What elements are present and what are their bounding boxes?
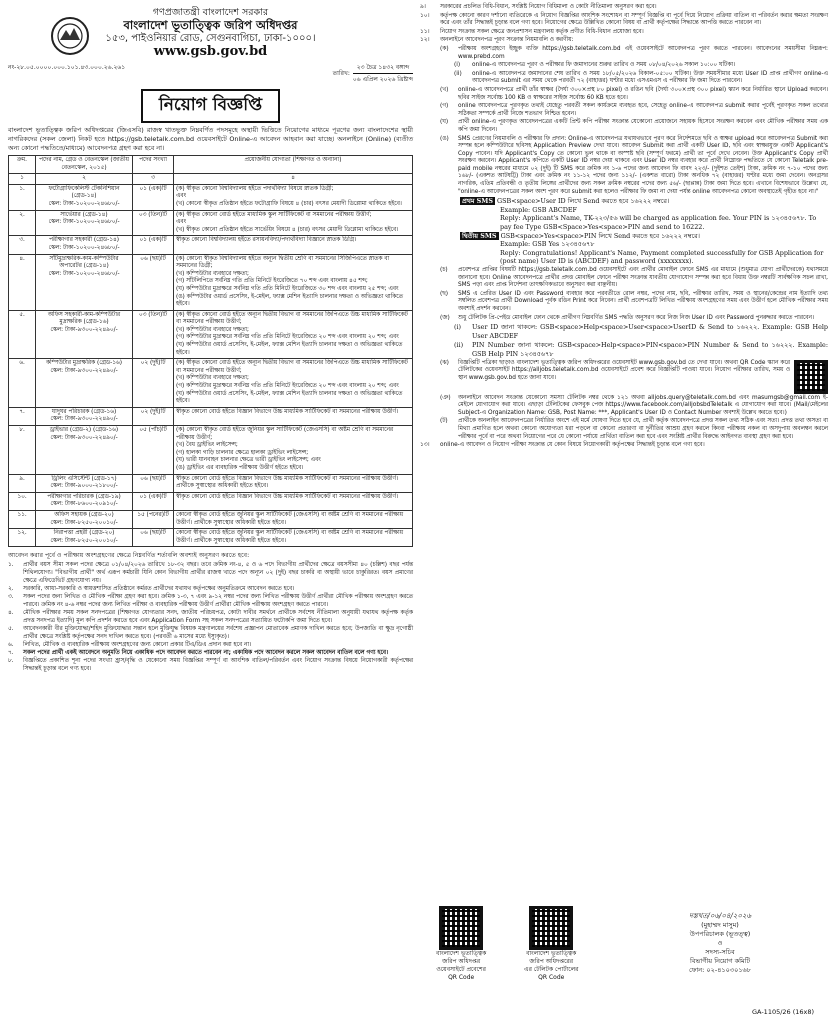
- row-count: ০৬ (ছয়)টি: [133, 254, 174, 310]
- item-label: (চ): [440, 267, 448, 273]
- signature-block: [660, 912, 780, 975]
- requirement-line: স্বীকৃত কোনো বোর্ড হইতে বিজ্ঞান বিভাগে উচ্চ মাধ্যমিক সার্টিফিকেট বা সমমানের পরীক্ষায় উত্তীর্ণ। প্রার্থীকে সুস্বাস্থ্যের অধিকারী হইতে হইবে।: [176, 475, 399, 490]
- rule-item: [8, 594, 413, 609]
- qr-gsb-website: [436, 906, 486, 982]
- requirement-line: (গ) কম্পিউটার মুদ্রাক্ষরে সর্বনিম্ন গতি প্রতি মিনিটে ইংরেজিতে ২০ শব্দ এবং বাংলায় ২০ শব্দ; এবং: [176, 334, 399, 341]
- requirement-line: এবং: [176, 193, 187, 200]
- rule-number: ১১।: [420, 28, 430, 35]
- rule-text: সকল পদের জন্য লিখিত ও মৌখিক পরীক্ষা গ্রহণ করা হবে। ক্রমিক ১-৩, ৭ এবং ৯-১২ নম্বর পদের জন্য লিখিত পরীক্ষায় উত্তীর্ণ প্রার্থীরা মৌখিক পরীক্ষায় অংশগ্রহণ করতে পারবে। ক্রমিক নং ৪-৬ নম্বর পদের জন্য লিখিত পরীক্ষা ও ব্যবহারিক পরীক্ষায় উত্তীর্ণ প্রার্থীরা মৌখিক পরীক্ষায় অংশগ্রহণ করতে পারবে।: [23, 594, 413, 608]
- second-sms-command: GSB<space>Yes<space>PIN লিখে Send করতে হবে ১৬২২২ নম্বরে।: [500, 231, 700, 240]
- row-post: [36, 474, 133, 492]
- requirement-line: (ক) স্বীকৃত কোনো বিশ্ববিদ্যালয় হইতে পদার্থবিদ্যা বিষয়ে স্নাতক ডিগ্রী;: [176, 185, 334, 192]
- col-header-count: পদের সংখ্যা: [133, 156, 174, 174]
- table-row: [9, 254, 413, 310]
- qr-caption: জরিপ অধিদপ্তরের: [529, 958, 574, 965]
- requirement-line: (গ) সাঁটলিপিতে সর্বনিম্ন গতি প্রতি মিনিটে ইংরেজিতে ৭০ শব্দ এবং বাংলায় ৪৫ শব্দ;: [176, 278, 368, 285]
- rule-number: ৯।: [420, 4, 426, 10]
- table-row: [9, 474, 413, 492]
- item-label: (ii): [454, 70, 462, 77]
- post-scale: স্কেল: টাকা-৮৬০০-২০৯১০/-: [50, 501, 118, 508]
- first-sms-reply: Reply: Applicant's Name, TK-২২৩/৫৬ will be charged as application fee. Your PIN is ১২৩৪৫৬৭৮. To pay fee Type GSB<Space>Yes<space>PIN and send to 16222.: [500, 214, 817, 232]
- signature-scribble: দস্তখত/০৬/০৪/২০২৬: [688, 912, 752, 920]
- row-requirements: [174, 529, 413, 547]
- second-sms-tag: দ্বিতীয় SMS: [462, 231, 497, 240]
- date-bangla: ২৩ চৈত্র ১৪৩২ বঙ্গাব্দ: [353, 62, 413, 74]
- item-label: (গ): [440, 103, 449, 110]
- requirement-line: (ঙ) ড্রাইভিং এর ব্যবহারিক পরীক্ষায় উত্তীর্ণ হইতে হইবে।: [176, 464, 304, 471]
- table-row: [9, 359, 413, 408]
- post-name: সার্ভেয়ার (গ্রেড-১৪): [60, 211, 108, 218]
- qr-caption: বাংলাদেশ ভূতাত্ত্বিক: [526, 950, 577, 957]
- item-label: (i): [454, 62, 461, 69]
- requirement-line: (ক) স্বীকৃত কোনো বোর্ড হইতে অন্যূন দ্বিতীয় বিভাগ বা সমমানের জিপিএতে উচ্চ মাধ্যমিক সার্টিফিকেট বা সমমানের পরীক্ষায় উত্তীর্ণ;: [176, 360, 408, 374]
- rule-text: অনলাইনে আবেদনপত্র পূরণ সংক্রান্ত নিয়মাবলি ও করণীয়:: [440, 37, 574, 44]
- row-post: [36, 254, 133, 310]
- post-scale: স্কেল: টাকা-৯৩০০-২২৪৯০/-: [50, 416, 118, 423]
- requirement-line: (ঙ) কম্পিউটার ওয়ার্ড প্রসেসিং, ই-মেইল, ফ্যাক্স মেশিন ইত্যাদি চালনার দক্ষতা ও অভিজ্ঞতা থাকিতে হইবে।: [176, 293, 403, 308]
- col-number: ৪: [174, 174, 413, 185]
- rules-list: [8, 562, 413, 673]
- requirement-line: স্বীকৃত কোনো বিশ্ববিদ্যালয় হইতে রসায়নবিদ্যা/পদার্থবিদ্যা বিজ্ঞানে স্নাতক ডিগ্রি।: [176, 237, 357, 244]
- row-serial: ৮.: [9, 426, 36, 475]
- row-serial: ৯.: [9, 474, 36, 492]
- second-sms-example: Example: GSB Yes ১২৩৪৫৬৭৮: [500, 240, 595, 249]
- post-name: যাদুঘর পরিচারক (গ্রেড-১৬): [51, 408, 117, 415]
- rule-text: আবেদনকারী বীর মুক্তিযোদ্ধা/শহিদ মুক্তিযোদ্ধার সন্তান হলে মুক্তিযুদ্ধ বিষয়ক মন্ত্রণালয়ের সর্বশেষ প্রজ্ঞাপন মোতাবেক প্রমাণক দাখিল করতে হবে; উপজাতি বা ক্ষুদ্র নৃগোষ্ঠী প্রার্থীর ক্ষেত্রে সংশ্লিষ্ট কর্তৃপক্ষের সনদ দাখিল করতে হবে। (পরবর্তী ৬ মাসের মধ্যে ইস্যুকৃত)।: [23, 625, 413, 640]
- rule-text: বিজ্ঞপ্তিতে প্রকাশিত শূন্য পদের সংখ্যা হ্রাস/বৃদ্ধি ও যেকোনো সময় বিজ্ঞপ্তির সম্পূর্ণ বা আংশিক বাতিল/পরিবর্তন এবং নিয়োগ সংক্রান্ত বিষয়ে নিয়োগকারী কর্তৃপক্ষের সিদ্ধান্তই চূড়ান্ত বলে গণ্য হবে।: [23, 658, 413, 672]
- online-instructions: [420, 46, 828, 441]
- memo-line: [8, 62, 413, 85]
- row-count: ১৫ (পনের)টি: [133, 510, 174, 528]
- row-count: ০৬ (ছয়)টি: [133, 529, 174, 547]
- row-requirements: [174, 426, 413, 475]
- post-name: পরীক্ষাগার পরিচারক (গ্রেড-১৯): [47, 493, 121, 500]
- rule-number: ২.: [8, 585, 14, 592]
- requirement-line: (খ) বৈধ ড্রাইভিং লাইসেন্স;: [176, 442, 238, 449]
- requirement-line: (খ) কম্পিউটার ব্যবহারে দক্ষতা;: [176, 326, 249, 333]
- qr-teletalk-portal: [524, 906, 578, 982]
- rule-text: সরকারের প্রচলিত বিধি-বিধান, সংশ্লিষ্ট নিয়োগ বিধিমালা ও কোটা নীতিমালা অনুসরণ করা হবে।: [440, 4, 657, 10]
- left-column: [8, 0, 413, 674]
- post-name: পরীক্ষাগার সহকারী (গ্রেড-১৪): [48, 237, 120, 244]
- first-sms-example: Example: GSB ABCDEF: [500, 205, 577, 214]
- post-scale: স্কেল: টাকা-৯৩০০-২২৪৯০/-: [50, 326, 118, 333]
- rule-number: ১০।: [420, 12, 430, 19]
- row-count: ০৩ (তিন)টি: [133, 310, 174, 359]
- row-post: [36, 492, 133, 510]
- row-count: ০১ (এক)টি: [133, 492, 174, 510]
- instruction-ka-i: online-এ আবেদনপত্র পূরণ ও পরীক্ষার ফি জমাদানের শুরুর তারিখ ও সময় ০৮/০৪/২০২৬ সকাল ১০:০০ ঘটিকা।: [472, 62, 736, 69]
- row-post: [36, 510, 133, 528]
- item-label: (ii): [454, 341, 464, 350]
- rule-text: online-এ আবেদন ও নিয়োগ পরীক্ষা সংক্রান্ত যে কোন বিষয়ে নিয়োগকারী কর্তৃপক্ষের সিদ্ধান্তই চূড়ান্ত বলে গণ্য হবে।: [440, 442, 705, 449]
- requirement-line: (ক) স্বীকৃত কোনো বোর্ড হইতে মাধ্যমিক স্কুল সার্টিফিকেট বা সমমানের পরীক্ষায় উত্তীর্ণ;: [176, 211, 372, 218]
- post-scale: স্কেল: টাকা-১০২০০-২৪৬৮০/-: [48, 244, 120, 251]
- instruction-ja: শুধু টেলিটক প্রি-পেইড মোবাইল ফোন থেকে প্রার্থীগণ নিম্নবর্ণিত SMS পদ্ধতি অনুসরণ করে নিজ নিজ User ID এবং Password পুনরুদ্ধার করতে পারবেন।: [458, 314, 815, 321]
- table-row: [9, 492, 413, 510]
- item-label: (ঙ): [440, 135, 449, 142]
- post-scale: স্কেল: টাকা-৮২৫০-২০০১০/-: [50, 537, 118, 544]
- row-serial: ১.: [9, 184, 36, 210]
- rule-number: ৭.: [8, 650, 14, 657]
- requirement-line: (ঘ) ভারী যানবাহন চালনার ক্ষেত্রে ভারী ড্রাইভিং লাইসেন্স; এবং: [176, 457, 321, 464]
- date-english: ০৬ এপ্রিল ২০২৬ খ্রিষ্টাব্দ: [352, 76, 413, 83]
- item-label: (ট): [440, 418, 448, 425]
- table-row: [9, 529, 413, 547]
- row-serial: ৫.: [9, 310, 36, 359]
- row-serial: ২.: [9, 210, 36, 236]
- rule-text: নিয়োগ সংক্রান্ত সকল ক্ষেত্রে জনপ্রশাসন মন্ত্রণালয় কর্তৃক প্রণীত বিধি-বিধান প্রযোজ্য হবে।: [440, 28, 644, 35]
- post-name: অফিস সহায়ক (গ্রেড-২০): [54, 511, 114, 518]
- qr-code-icon: [794, 360, 828, 394]
- instruction-uma: SMS প্রেরণের নিয়মাবলি ও পরীক্ষার ফি প্রদান: Online-এ আবেদনপত্র যথাযথভাবে পূরণ করে নির্দেশমতে ছবি ও স্বাক্ষর upload করে আবেদনপত্র Submit করা সম্পন্ন হলে কম্পিউটারে ছবিসহ Application Preview দেখা যাবে। আবেদন Submit করা প্রার্থী একটি User ID, ছবি এবং স্বাক্ষরযুক্ত একটি Applicant's Copy পাবেন। যদি Applicant's Copy তে কোনো ভুল থাকে বা অস্পষ্ট ছবি (সম্পূর্ণ ফরমে) প্রার্থী তা পূর্বে দেখে নেবেন। উক্ত Applicant's Copy প্রার্থী সংরক্ষণ করবেন। Applicant's কপিতে একটি User ID নম্বর দেয়া থাকবে এবং User ID নম্বর ব্যবহার করে প্রার্থী নিম্নোক্ত পদ্ধতিতে যে কোনো Teletalk pre-paid mobile নম্বরের মাধ্যমে ০২ (দুই) টি SMS করে ক্রমিক নং ১-৬ পদের জন্য আবেদন ফি বাবদ ২২৩/- (দুইশত তেইশ) টাকা, ক্রমিক নং ৭-১০ পদের জন্য ১৬৮/- (একশত আটষট্টি) টাকা এবং ক্রমিক নং ১১-১২ পদের জন্য ১১২/- (একশত বারো) টাকা অনধিক ৭২ (বাহাত্তর) ঘণ্টার মধ্যে জমা দেবেন। অনগ্রসর নাগরিক, এতিম প্রতিবন্ধী ও তৃতীয় লিঙ্গের প্রার্থীদের জন্য সকল ক্রমিক নম্বরের পদের জন্য ৫৬/- (ছাপ্পান্ন) টাকা জমা দিতে হবে। এখানে বিশেষভাবে উল্লেখ্য যে, "online-এ আবেদনপত্রের সকল অংশ পূরণ করে submit করা হলেও পরীক্ষার ফি জমা না দেয়া পর্যন্ত online আবেদনপত্র কোনো অবস্থাতেই গৃহীত হবে না।": [458, 135, 828, 195]
- rule-text: সকল পদের প্রার্থী একই আবেদনে অনুমতি নিয়ে একাধিক পদে আবেদন করতে পারবেন না; একাধিক পদে আবেদন করলে সকল আবেদন বাতিল বলে গণ্য হবে।: [23, 650, 389, 657]
- row-count: ০২ (দুই)টি: [133, 407, 174, 425]
- instruction-ta: প্রার্থীকে অনলাইন আবেদনপত্রের নির্ধারিত অংশে এই মর্মে ঘোষণা দিতে হবে যে, প্রার্থী কর্তৃক আবেদনপত্রে প্রদত্ত সকল তথ্য সঠিক এবং সত্য। প্রদত্ত তথ্য অসত্য বা মিথ্যা প্রমাণিত হলে অথবা কোনো অযোগ্যতা ধরা পড়লে বা কোনো প্রতারণা বা দুর্নীতির আশ্রয় গ্রহণ করলে কিংবা পরীক্ষায় নকল বা অসদুপায় অবলম্বন করলে পরীক্ষার পূর্বে বা পরে অথবা নিয়োগের পরে যে কোনো পর্যায়ে প্রার্থিতা বাতিল করা হবে এবং সংশ্লিষ্ট প্রার্থীর বিরুদ্ধে আইনগত ব্যবস্থা গ্রহণ করা হবে।: [458, 418, 828, 440]
- rule-item: [8, 626, 413, 641]
- row-count: ০৬ (ছয়)টি: [133, 474, 174, 492]
- row-post: [36, 310, 133, 359]
- item-label: (ঞ): [440, 394, 451, 401]
- row-serial: ১০.: [9, 492, 36, 510]
- requirement-line: স্বীকৃত কোনো বোর্ড হইতে বিজ্ঞান বিভাগে উচ্চ মাধ্যমিক সার্টিফিকেট বা সমমানের পরীক্ষায় উত্তীর্ণ।: [176, 493, 399, 500]
- row-serial: ১১.: [9, 510, 36, 528]
- col-number: ১: [9, 174, 36, 185]
- item-label: (ঘ): [440, 119, 449, 126]
- rule-number: ৬.: [8, 641, 14, 648]
- row-post: [36, 184, 133, 210]
- post-scale: স্কেল: টাকা-৯০০০-২১৮০০/-: [50, 483, 118, 490]
- post-name: সাঁটমুদ্রাক্ষরিক-কাম-কম্পিউটার অপারেটর (গ্রেড-১৪): [49, 255, 119, 270]
- row-count: ০৫ (পাঁচ)টি: [133, 426, 174, 475]
- row-post: [36, 359, 133, 408]
- row-requirements: [174, 492, 413, 510]
- post-name: কম্পিউটার মুদ্রাক্ষরিক (গ্রেড-১৬): [45, 360, 123, 367]
- signatory-phone: ফোন: ০২-৪১০৩০১৬৮: [689, 966, 751, 974]
- requirement-line: (ক) স্বীকৃত কোনো বোর্ড হইতে অন্যূন দ্বিতীয় বিভাগ বা সমমানের জিপিএতে উচ্চ মাধ্যমিক সার্টিফিকেট বা সমমানের পরীক্ষায় উত্তীর্ণ;: [176, 311, 408, 326]
- rule-number: ৮.: [8, 658, 14, 665]
- col-header-post: পদের নাম, গ্রেড ও বেতনস্কেল (জাতীয় বেতনস্কেল, ২০১৫): [36, 156, 133, 174]
- col-number: ৩: [133, 174, 174, 185]
- rule-text: কর্তৃপক্ষ কোনো কারণ দর্শানো ব্যতিরেকে এ নিয়োগ বিজ্ঞপ্তির আংশিক সংশোধন বা সম্পূর্ণ বিজ্ঞপ্তি বা পূর্বে দিয়ে নিয়োগ প্রক্রিয়া বাতিল বা পরিবর্তন করার ক্ষমতা সংরক্ষণ করে এবং তাঁর সিদ্ধান্তই চূড়ান্ত বলে গণ্য হবে। নিয়োগের ক্ষেত্রে উল্লিখিত কোনো বিষয় বা প্রার্থী কর্তৃপক্ষের সিদ্ধান্তে আপত্তি করতে পারবেন না।: [440, 12, 828, 27]
- row-post: [36, 407, 133, 425]
- gsb-emblem: [50, 16, 90, 60]
- table-row: [9, 184, 413, 210]
- post-scale: স্কেল: টাকা-৯৩০০-২২৪৯০/-: [50, 434, 118, 441]
- table-row: [9, 407, 413, 425]
- post-name: ফটোগ্রাফিকেলিস্ট টেকনিশিয়ান (গ্রেড-১৪): [48, 185, 120, 200]
- rule-text: লিখিত, মৌখিক ও ব্যবহারিক পরীক্ষায় অংশগ্রহণের জন্য কোনো প্রকার টিএ/ডিএ প্রদান করা হবে না।: [23, 641, 252, 648]
- post-scale: স্কেল: টাকা-১০২০০-২৪৬৮০/-: [48, 219, 120, 226]
- rule-number: ১৩।: [420, 442, 430, 449]
- row-requirements: [174, 236, 413, 254]
- memo-number: নং-২৮.০৫.০০০০.০০০.১০১.৪৩.০০০.২৬.২৬১: [8, 64, 126, 71]
- intro-text: বাংলাদেশ ভূতাত্ত্বিক জরিপ অধিদপ্তরের (জিএসবি) রাজস্ব খাতভুক্ত নিম্নবর্ণিত পদসমূহে অস্থায়ী ভিত্তিতে নিয়োগের মাধ্যমে পূরণের জন্য বাংলাদেশের স্থায়ী নাগরিকদের (সকল জেলা) নিকট হতে https://gsb.teletalk.com.bd ওয়েবসাইটে Online-এ আবেদন আহবান করা যাচ্ছে। অনলাইনে (Online) (ব্যতীত অন্য কোনো পদ্ধতিতে/মাধ্যমে) আবেদনপত্র গ্রহণ করা হবে না।: [8, 126, 413, 152]
- instruction-nya: অনলাইনে আবেদন সংক্রান্ত যেকোনো সমস্যা টেলিটক নম্বর থেকে ১২১ অথবা alljobs.query@teletalk.com.bd এবং masumgsb@gmail.com ই-মেইলে যোগাযোগ করা যাবে। এছাড়া টেলিটকের ফেসবুক পেজ https://www.facebook.com/alljobsbdTeletalk এ যোগাযোগ করা যাবে। (Mail/মেইলের Subject-এ Organization Name: GSB, Post Name: ***, Applicant's User ID ও Contact Number অবশ্যই উল্লেখ করতে হবে।): [458, 394, 828, 416]
- rule-number: ১২।: [420, 37, 430, 44]
- requirement-line: (খ) কম্পিউটার ব্যবহারে দক্ষতা;: [176, 375, 249, 382]
- row-requirements: [174, 254, 413, 310]
- row-requirements: [174, 510, 413, 528]
- item-label: (i): [454, 323, 462, 332]
- signatory-title: উপপরিচালক (ভূতত্ত্ব): [689, 930, 751, 938]
- row-count: ০২ (দুই)টি: [133, 359, 174, 408]
- table-row: [9, 236, 413, 254]
- org-name: বাংলাদেশ ভূতাত্ত্বিক জরিপ অধিদপ্তর: [123, 18, 298, 32]
- rule-number: ৪.: [8, 610, 14, 617]
- org-website[interactable]: www.gsb.gov.bd: [153, 44, 268, 59]
- instruction-kha: online-এ আবেদনপত্রে প্রার্থী তাঁর স্বাক্ষর (দৈর্ঘ্য ৩০০×প্রস্থ ৮০ pixel) ও রঙিন ছবি (দৈর্ঘ্য ৩০০×প্রস্থ ৩০০ pixel) স্ক্যান করে নির্ধারিত স্থানে Upload করবেন। ছবির সাইজ সর্বোচ্চ 100 KB ও স্বাক্ষরের সাইজ সর্বোচ্চ 60 KB হতে হবে।: [458, 86, 828, 101]
- item-label: (ক): [440, 45, 449, 52]
- signatory-name: (মুহাম্মদ মাসুম): [701, 921, 739, 929]
- row-serial: ৪.: [9, 254, 36, 310]
- rule-text: প্রার্থীর বয়স সীমা সকল পদের ক্ষেত্রে ০১/০৪/২০২৬ তারিখে ১৮-৩২ বছর। তবে ক্রমিক নং-৪, ৫ ও ৬ পদে বিভাগীয় প্রার্থীদের ক্ষেত্রে বয়সসীমা ৪০ (চল্লিশ) বছর পর্যন্ত শিথিলযোগ্য। "বিভাগীয় প্রার্থী" অর্থ এরূপ কর্মচারী যিনি কোন বিভাগীয় প্রার্থীর রাজস্ব খাতে পদে অন্যূন ০২ (দুই) বছর চাকরি বা অস্থায়ী ভাবে চাকুরিরত। বয়স প্রমাণের ক্ষেত্রে এফিডেভিট গ্রহণযোগ্য নয়।: [23, 562, 413, 584]
- instruction-jha: বিজ্ঞপ্তিটি পত্রিকা ছাড়াও বাংলাদেশ ভূতাত্ত্বিক জরিপ অধিদপ্তরের ওয়েবসাইট www.gsb.gov.bd তে দেখা যাবে। অথবা QR Code স্ক্যান করে টেলিটকের ওয়েবসাইট https://alljobs.teletalk.com.bd ওয়েবসাইটে প্রবেশ করে বিজ্ঞপ্তিটি পাওয়া যাবে। নিয়োগ পরীক্ষার তারিখ, সময় ও স্থান www.gsb.gov.bd হতে জানা যাবে।: [458, 359, 790, 381]
- instruction-ja-i: User ID জানা থাকলে: GSB<space>Help<space>User<space>UserID & Send to ১৬২২২. Example: GSB Help User ABCDEF: [472, 323, 828, 340]
- rule-number: ৫.: [8, 625, 14, 632]
- instruction-ja-ii: PIN Number জানা থাকলে: GSB<space>Help<space>PIN<space>PIN Number & Send to ১৬২২২. Example: GSB Help PIN ১২৩৪৫৬৭৮: [472, 341, 828, 358]
- col-number: ২: [36, 174, 133, 185]
- item-label: (জ): [440, 314, 450, 321]
- post-scale: স্কেল: টাকা-১০২০০-২৪৬৮০/-: [48, 200, 120, 207]
- requirement-line: (খ) কোনো স্বীকৃত প্রতিষ্ঠান হইতে ফটোগ্রাফি বিষয়ে ৪ (চার) বৎসর মেয়াদী ডিপ্লোমা থাকিতে হইবে।: [176, 200, 402, 207]
- rule-number: ৩.: [8, 594, 14, 601]
- requirement-line: কোনো স্বীকৃত বোর্ড হইতে জুনিয়র স্কুল সার্টিফিকেট (জেএসসি) বা অষ্টম শ্রেণি বা সমমানের পরীক্ষায় উত্তীর্ণ। প্রার্থীকে সুস্বাস্থ্যের অধিকারী হইতে হইবে।: [176, 530, 404, 544]
- instruction-gha: প্রার্থী online-এ পূরণকৃত আবেদনপত্রের একটি প্রিন্ট কপি পরীক্ষা সংক্রান্ত যেকোনো প্রয়োজনে সহায়ক হিসেবে সংরক্ষণ করবেন এবং মৌখিক পরীক্ষার সময় এক কপি জমা দিবেন।: [458, 119, 828, 133]
- rule-item: [8, 610, 413, 625]
- row-post: [36, 210, 133, 236]
- table-row: [9, 210, 413, 236]
- requirement-line: (ক) কোনো স্বীকৃত বিশ্ববিদ্যালয় হইতে অন্যূন দ্বিতীয় শ্রেণি বা সমমানের সিজিপিএতে স্নাতক বা সমমানের ডিগ্রী;: [176, 255, 390, 270]
- first-sms-tag: প্রথম SMS: [462, 197, 493, 206]
- post-scale: স্কেল: টাকা-৯৩০০-২২৪৯০/-: [50, 367, 118, 374]
- row-requirements: [174, 310, 413, 359]
- col-header-requirements: প্রয়োজনীয় যোগ্যতা (শিক্ষাগত ও অন্যান্য): [174, 156, 413, 174]
- requirement-line: (ঘ) কম্পিউটার ওয়ার্ড প্রসেসিং, ই-মেইল, ফ্যাক্স মেশিন ইত্যাদি চালনার দক্ষতা ও অভিজ্ঞতা থাকিতে হইবে।: [176, 390, 403, 405]
- first-sms-command: GSB<space>User ID লিখে Send করতে হবে ১৬২২২ নম্বরে।: [497, 197, 670, 206]
- qr-code-icon[interactable]: [529, 906, 573, 950]
- row-count: ০১ (এক)টি: [133, 236, 174, 254]
- posts-table: [8, 155, 413, 547]
- row-requirements: [174, 474, 413, 492]
- item-label: (খ): [440, 86, 449, 93]
- rule-text: মৌখিক পরীক্ষার সময় সকল সনদপত্রের (শিক্ষাগত যোগ্যতার সনদ, জাতীয় পরিচয়পত্র, কোটা দাবীর সমর্থনে প্রার্থীকে সর্বশেষ নীতিমালা অনুযায়ী যথাযথ কর্তৃপক্ষ কর্তৃক প্রদত্ত সনদপত্র ইত্যাদি) মূল কপি প্রদর্শন করতে হবে এবং Application Form সহ সকল সনদপত্রের সত্যায়িত ফটোকপি জমা দিতে হবে।: [23, 610, 413, 624]
- rule-item: [8, 650, 413, 658]
- rule-item: [8, 586, 413, 594]
- requirement-line: (ঘ) কম্পিউটার মুদ্রাক্ষরে সর্বনিম্ন গতি প্রতি মিনিটে ইংরেজিতে ৩০ শব্দ এবং বাংলায় ২৫ শব্দ; এবং: [176, 285, 399, 292]
- table-row: [9, 510, 413, 528]
- rule-item: [420, 37, 828, 45]
- requirement-line: কোনো স্বীকৃত বোর্ড হইতে জুনিয়র স্কুল সার্টিফিকেট (জেএসসি) বা অষ্টম শ্রেণি বা সমমানের পরীক্ষায় উত্তীর্ণ। প্রার্থীকে সুস্বাস্থ্যের অধিকারী হইতে হইবে।: [176, 511, 404, 526]
- qr-caption: এর টেলিটক পোর্টালের: [524, 966, 579, 973]
- page-title: নিয়োগ বিজ্ঞপ্তি: [141, 89, 280, 123]
- requirement-line: এবং: [176, 219, 187, 226]
- instruction-ca: প্রবেশপত্র প্রাপ্তির বিষয়টি https://gsb.teletalk.com.bd ওয়েবসাইটে এবং প্রার্থীর মোবাইল ফোনে SMS এর মাধ্যমে (শুধুমাত্র যোগ্য প্রার্থীদেরকে) যথাসময়ে জানানো হবে। Online আবেদনপত্রে প্রার্থীর প্রদত্ত মোবাইল ফোনে পরীক্ষা সংক্রান্ত যাবতীয় যোগাযোগ সম্পন্ন করা হবে বিধায় উক্ত নম্বরটি সার্বক্ষণিক সচল রাখা, SMS পড়া এবং প্রাপ্ত নির্দেশনা তাৎক্ষণিকভাবে অনুসরণ করা বাঞ্ছনীয়।: [458, 267, 828, 289]
- requirement-line: (ঘ) কম্পিউটার ওয়ার্ড প্রসেসিং, ই-মেইল, ফ্যাক্স মেশিন ইত্যাদি চালনার দক্ষতা ও অভিজ্ঞতা থাকিতে হইবে।: [176, 342, 403, 356]
- qr-caption: বাংলাদেশ ভূতাত্ত্বিক: [436, 950, 487, 957]
- row-count: ০৩ (তিন)টি: [133, 210, 174, 236]
- col-header-sl: ক্রম.: [9, 156, 36, 174]
- gsb-logo-icon: [50, 16, 90, 56]
- requirement-line: (খ) স্বীকৃত কোনো প্রতিষ্ঠান হইতে সার্ভেয়িং বিষয়ে ৪ (চার) বৎসর মেয়াদী ডিপ্লোমা থাকিতে হইবে।: [176, 226, 399, 233]
- instruction-ga: online আবেদনপত্রে পূরণকৃত তথ্যই যেহেতু পরবর্তী সকল কার্যক্রমে ব্যবহৃত হবে, সেহেতু online-এ আবেদনপত্র submit করার পূর্বেই পূরণকৃত সকল তথ্যের সঠিকতা সম্পর্কে প্রার্থী নিজে শতভাগ নিশ্চিত হবেন।: [458, 103, 828, 117]
- signatory-role: ও: [717, 939, 723, 947]
- rule-item: [8, 642, 413, 650]
- requirement-line: (খ) কম্পিউটার ব্যবহারে দক্ষতা;: [176, 270, 249, 277]
- rule-item: [420, 4, 828, 12]
- qr-caption: জরিপ অধিদপ্তর: [442, 958, 481, 965]
- post-scale: স্কেল: টাকা-৮২৫০-২০০১০/-: [50, 519, 118, 526]
- requirement-line: (গ) হালকা গাড়ি চালনার ক্ষেত্রে হালকা ড্রাইভিং লাইসেন্স;: [176, 449, 309, 456]
- row-post: [36, 426, 133, 475]
- right-column: [420, 0, 828, 451]
- row-requirements: [174, 407, 413, 425]
- row-serial: ৭.: [9, 407, 36, 425]
- qr-caption: QR Code: [448, 974, 475, 981]
- item-label: (ছ): [440, 290, 449, 297]
- date-label: তারিখ:: [332, 70, 350, 77]
- final-rule: [420, 442, 828, 450]
- instruction-ka-ii: online-এ আবেদনপত্র জমাদানের শেষ তারিখ ও সময় ১৮/০৫/২০২৬ বিকাল-০৫:০০ ঘটিকা। উক্ত সময়সীমার মধ্যে User ID প্রাপ্ত প্রার্থীগণ online-এ আবেদনপত্র submit এর সময় থেকে পরবর্তী ৭২ (বাহাত্তর) ঘণ্টার মধ্যে এসএমএস এ পরীক্ষার ফি জমা দিতে পারবেন।: [472, 70, 828, 85]
- post-name: ড্রিলিং এসিস্টেন্ট (গ্রেড-১৭): [51, 475, 117, 482]
- requirement-line: স্বীকৃত কোনো বোর্ড হইতে বিজ্ঞান বিভাগে উচ্চ মাধ্যমিক সার্টিফিকেট বা সমমানের পরীক্ষায় উত্তীর্ণ।: [176, 408, 399, 415]
- rule-item: [8, 658, 413, 673]
- row-requirements: [174, 184, 413, 210]
- row-serial: ৬.: [9, 359, 36, 408]
- post-scale: স্কেল: টাকা-১০২০০-২৪৬৮০/-: [48, 270, 120, 277]
- post-name: নিরাপত্তা প্রহরী (গ্রেড-২০): [53, 530, 115, 537]
- signatory-committee: বিভাগীয় নিয়োগ কমিটি: [689, 957, 751, 965]
- row-post: [36, 236, 133, 254]
- row-count: ০১ (এক)টি: [133, 184, 174, 210]
- qr-caption: ওয়েবসাইটে প্রবেশের: [436, 966, 486, 973]
- table-row: [9, 426, 413, 475]
- rule-item: [420, 29, 828, 37]
- requirement-line: (ক) কোনো স্বীকৃত বোর্ড হইতে জুনিয়র স্কুল সার্টিফিকেট (জেএসসি) বা অষ্টম শ্রেণি বা সমমানের পরীক্ষায় উত্তীর্ণ;: [176, 427, 394, 441]
- sms-instructions: [440, 197, 828, 266]
- org-address: ১৫৩, পাইওনিয়ার রোড, সেগুনবাগিচা, ঢাকা-১০০০।: [105, 33, 316, 44]
- gov-name: গণপ্রজাতন্ত্রী বাংলাদেশ সরকার: [152, 7, 269, 18]
- rule-text: সরকারি, আধা-সরকারি ও স্বায়ত্তশাসিত প্রতিষ্ঠানে কর্মরত প্রার্থীদের যথাযথ কর্তৃপক্ষের অনুমতিক্রমে আবেদন করতে হবে।: [23, 585, 295, 592]
- rule-item: [420, 13, 828, 28]
- row-requirements: [174, 359, 413, 408]
- general-rules: [420, 4, 828, 45]
- row-post: [36, 529, 133, 547]
- qr-caption: QR Code: [538, 974, 565, 981]
- signatory-role: সদস্য-সচিব: [705, 948, 735, 956]
- second-sms-reply: Reply: Congratulations! Applicant's Name, Payment completed successfully for GSB Application for (post name) User ID is (ABCDEF) and password (xxxxxxxx).: [500, 248, 824, 266]
- instruction-ka: পরীক্ষায় অংশগ্রহণে ইচ্ছুক ব্যক্তি https://gsb.teletalk.com.bd এই ওয়েবসাইটে আবেদনপত্র পূরণ করতে পারবেন। আবেদনের সময়সীমা নিম্নরূপ: www.prebd.com: [458, 45, 828, 60]
- instruction-cha: SMS এ প্রেরিত User ID এবং Password ব্যবহার করে পরবর্তীতে রোল নম্বর, পদের নাম, ছবি, পরীক্ষার তারিখ, সময় ও স্থানের/কেন্দ্রের নাম ইত্যাদি তথ্য সম্বলিত প্রবেশপত্র প্রার্থী Download পূর্বক রঙিন Print করে নিবেন। প্রার্থী প্রবেশপত্রটি লিখিত পরীক্ষায় অংশগ্রহণের সময় এবং উত্তীর্ণ হলে মৌখিক পরীক্ষার সময় অবশ্যই প্রদর্শন করবেন।: [458, 290, 828, 312]
- requirement-line: (গ) কম্পিউটার মুদ্রাক্ষরে সর্বনিম্ন গতি প্রতি মিনিটে ইংরেজিতে ২০ শব্দ এবং বাংলায় ২০ শব্দ; এবং: [176, 383, 399, 390]
- ad-code: GA-1105/26 (16x8): [752, 1008, 815, 1016]
- qr-code-icon[interactable]: [439, 906, 483, 950]
- row-serial: ১২.: [9, 529, 36, 547]
- rules-heading: আবেদন করার পূর্বে ও পরীক্ষায় অংশগ্রহণের ক্ষেত্রে নিম্নবর্ণিত শর্তাবলি অবশ্যই অনুসরণ করতে হবে:: [8, 552, 250, 560]
- post-name: ড্রাইভার (গ্রেড-২) (গ্রেড-১৬): [49, 427, 119, 433]
- rule-number: ১.: [8, 562, 14, 569]
- table-row: [9, 310, 413, 359]
- item-label: (ঝ): [440, 359, 449, 366]
- post-name: অফিস সহকারী-কাম-কম্পিউটার মুদ্রাক্ষরিক (গ্রেড-১৬): [47, 311, 121, 326]
- row-serial: ৩.: [9, 236, 36, 254]
- rule-item: [8, 562, 413, 585]
- row-requirements: [174, 210, 413, 236]
